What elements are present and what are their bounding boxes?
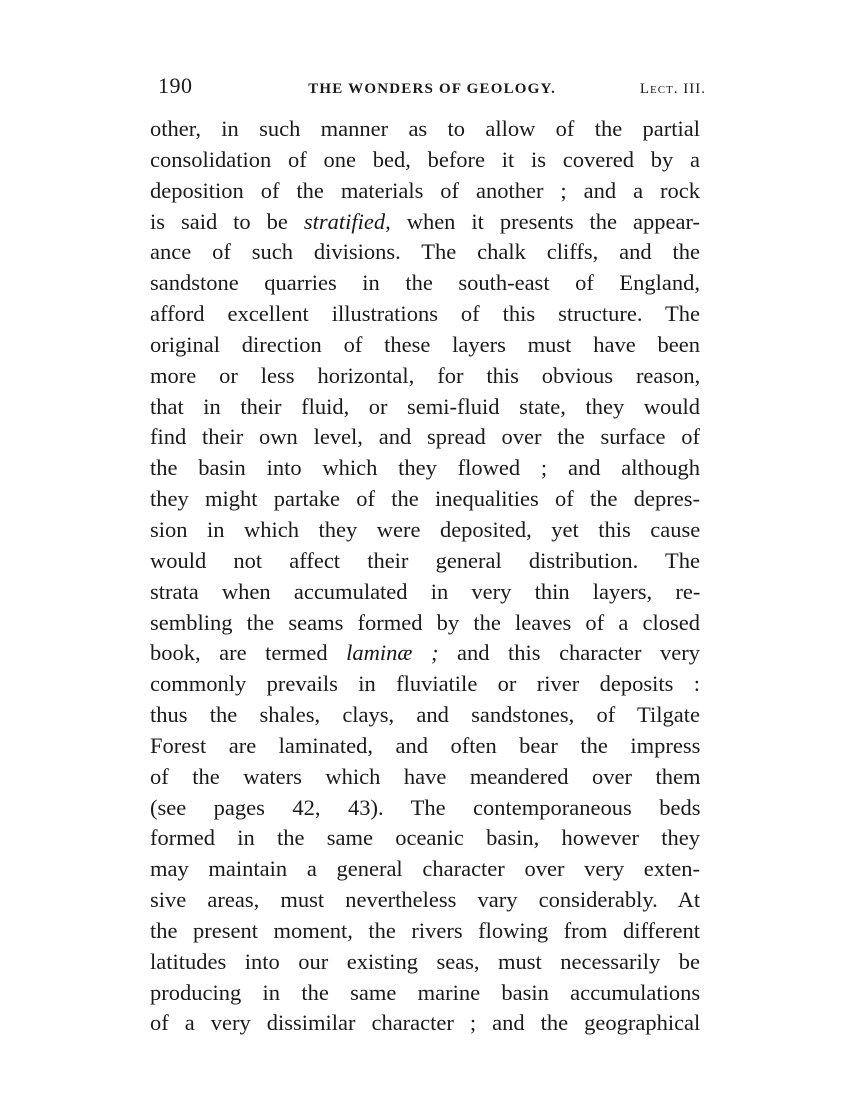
text-line: [150, 299, 700, 330]
text-line: [150, 546, 700, 577]
text-line: [150, 638, 700, 669]
line-text: the present moment, the rivers flowing from different: [150, 917, 700, 943]
line-text: of the waters which have meandered over them: [150, 763, 701, 789]
text-line: [150, 422, 700, 453]
text-line: [150, 793, 700, 824]
line-text: sembling the seams formed by the leaves of a closed: [150, 609, 700, 635]
line-text: Forest are laminated, and often bear the impress: [150, 732, 701, 758]
text-line: [150, 484, 700, 515]
line-text: deposition of the materials of another ; and a rock: [150, 177, 700, 203]
text-line: [150, 669, 700, 700]
line-text: other, in such manner as to allow of the partial: [150, 116, 700, 141]
line-text: more or less horizontal, for this obvious reason,: [150, 362, 701, 388]
line-text: latitudes into our existing seas, must necessarily be: [150, 948, 700, 974]
text-line: [150, 1008, 700, 1039]
line-text: sion in which they were deposited, yet this cause: [150, 516, 701, 542]
line-text: thus the shales, clays, and sandstones, of Tilgate: [150, 702, 700, 728]
text-line: [150, 978, 700, 1009]
line-text: and this character very: [438, 640, 700, 666]
running-head: [158, 73, 706, 103]
line-text: original direction of these layers must have been: [150, 331, 700, 357]
text-line: [150, 823, 700, 854]
running-title: THE WONDERS OF GEOLOGY.: [308, 81, 557, 97]
line-text: ance of such divisions. The chalk cliffs, and the: [150, 239, 700, 265]
line-text: book, are termed: [150, 640, 347, 666]
text-line: [150, 453, 700, 484]
text-line: [150, 577, 700, 608]
line-text: may maintain a general character over very exten-: [150, 856, 700, 882]
text-line: [150, 947, 700, 978]
line-text: afford excellent illustrations of this structure. The: [150, 301, 700, 327]
line-text: sandstone quarries in the south-east of England,: [150, 270, 700, 296]
line-text: consolidation of one bed, before it is covered by a: [150, 146, 700, 172]
text-line: [150, 392, 700, 423]
line-text: would not affect their general distribution. The: [150, 547, 700, 573]
text-line: [150, 885, 700, 916]
line-text: formed in the same oceanic basin, however they: [150, 825, 700, 851]
line-text: they might partake of the inequalities of the depres-: [150, 486, 700, 512]
line-text: find their own level, and spread over the surface of: [150, 424, 700, 450]
line-text: that in their fluid, or semi-fluid state, they would: [150, 393, 700, 419]
text-line: [150, 361, 700, 392]
line-text: of a very dissimilar character ; and the geographical: [150, 1010, 701, 1036]
page-number: 190: [158, 73, 193, 98]
text-line: [150, 762, 700, 793]
italic-term: laminæ ;: [346, 640, 439, 666]
text-line: [150, 700, 700, 731]
line-text: sive areas, must nevertheless vary considerably. At: [150, 887, 701, 913]
text-line: [150, 114, 700, 145]
text-line: [150, 237, 700, 268]
text-line: [150, 731, 700, 762]
text-line: [150, 207, 700, 238]
text-line: [150, 916, 700, 947]
text-line: [150, 176, 700, 207]
line-text: (see pages 42, 43). The contemporaneous beds: [150, 794, 701, 820]
body-paragraph: [150, 114, 700, 1039]
text-line: [150, 268, 700, 299]
line-text: producing in the same marine basin accumulations: [150, 979, 701, 1005]
line-text: the basin into which they flowed ; and although: [150, 455, 700, 481]
line-text: is said to be: [150, 208, 304, 234]
text-line: [150, 608, 700, 639]
lecture-label: Lect. III.: [639, 81, 706, 97]
italic-term: stratified,: [303, 208, 391, 234]
text-line: [150, 854, 700, 885]
line-text: strata when accumulated in very thin layers, re-: [150, 578, 701, 604]
text-line: [150, 145, 700, 176]
text-line: [150, 330, 700, 361]
line-text: commonly prevails in fluviatile or river deposits :: [150, 671, 700, 697]
line-text: when it presents the appear-: [390, 208, 700, 234]
text-line: [150, 515, 700, 546]
